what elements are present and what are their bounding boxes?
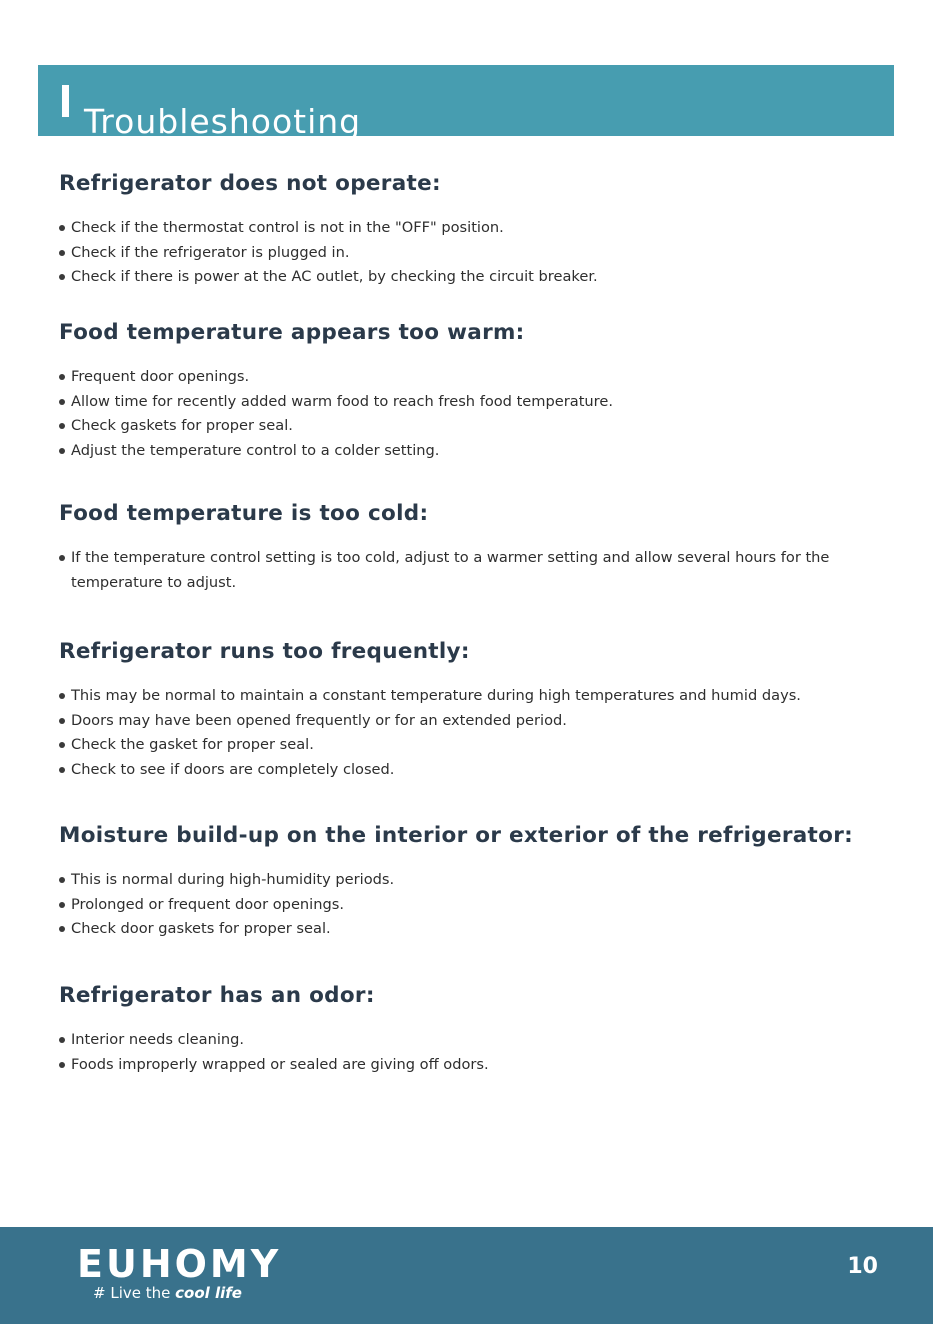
bullet-list	[59, 1028, 889, 1077]
bullet-list	[59, 216, 889, 290]
list-item-text: Check to see if doors are completely closed.	[71, 760, 395, 778]
bullet-icon	[59, 902, 65, 908]
list-item-text: If the temperature control setting is too cold, adjust to a warmer setting and allow several hours for the temperature to adjust.	[71, 549, 830, 591]
bullet-list	[59, 868, 889, 942]
list-item	[59, 390, 889, 415]
brand-tagline	[93, 1283, 242, 1303]
tagline-emphasis: cool life	[175, 1284, 242, 1302]
list-item	[59, 546, 889, 595]
list-item-text: Check if there is power at the AC outlet, by checking the circuit breaker.	[71, 268, 598, 285]
bullet-icon	[59, 1037, 65, 1043]
section-runs-frequently	[59, 638, 889, 782]
section-too-cold	[59, 500, 889, 595]
bullet-list	[59, 684, 889, 782]
list-item-text: Foods improperly wrapped or sealed are giving off odors.	[71, 1055, 489, 1073]
bullet-icon	[59, 693, 65, 699]
list-item-text: Allow time for recently added warm food to reach fresh food temperature.	[71, 392, 613, 410]
list-item-text: Doors may have been opened frequently or for an extended period.	[71, 711, 567, 729]
page-number: 10	[847, 1254, 878, 1279]
list-item-text: This is normal during high-humidity periods.	[71, 871, 395, 888]
page-title: Troubleshooting	[84, 102, 362, 142]
section-title: Refrigerator runs too frequently:	[59, 639, 470, 664]
bullet-icon	[59, 742, 65, 748]
section-title: Food temperature appears too warm:	[59, 320, 525, 345]
bullet-icon	[59, 399, 65, 405]
list-item	[59, 265, 889, 290]
page-header	[38, 65, 894, 142]
list-item-text: Check if the refrigerator is plugged in.	[71, 243, 350, 261]
bullet-list	[59, 365, 889, 463]
section-does-not-operate	[59, 170, 889, 290]
list-item-text: Prolonged or frequent door openings.	[71, 895, 344, 913]
section-title: Refrigerator has an odor:	[59, 983, 375, 1008]
bullet-list	[59, 546, 889, 595]
bullet-icon	[59, 926, 65, 932]
list-item	[59, 709, 889, 734]
list-item	[59, 733, 889, 758]
header-accent-bar	[62, 85, 69, 117]
bullet-icon	[59, 374, 65, 380]
bullet-icon	[59, 250, 65, 256]
list-item	[59, 1053, 889, 1078]
bullet-icon	[59, 423, 65, 429]
list-item	[59, 893, 889, 918]
section-too-warm	[59, 319, 889, 463]
list-item	[59, 1028, 889, 1053]
list-item	[59, 241, 889, 266]
bullet-icon	[59, 274, 65, 280]
section-title: Moisture build-up on the interior or exterior of the refrigerator:	[59, 823, 853, 848]
euhomy-logo: EUHOMY	[77, 1242, 282, 1286]
bullet-icon	[59, 225, 65, 231]
list-item-text: Check gaskets for proper seal.	[71, 417, 293, 434]
list-item	[59, 365, 889, 390]
section-title: Refrigerator does not operate:	[59, 171, 441, 196]
list-item	[59, 917, 889, 942]
list-item-text: Check door gaskets for proper seal.	[71, 920, 331, 937]
list-item	[59, 216, 889, 241]
bullet-icon	[59, 448, 65, 454]
page-footer	[0, 1227, 933, 1324]
section-title: Food temperature is too cold:	[59, 501, 429, 526]
bullet-icon	[59, 555, 65, 561]
bullet-icon	[59, 767, 65, 773]
list-item	[59, 758, 889, 783]
bullet-icon	[59, 877, 65, 883]
section-odor	[59, 982, 889, 1077]
list-item	[59, 684, 889, 709]
list-item-text: Adjust the temperature control to a colder setting.	[71, 441, 440, 459]
list-item	[59, 439, 889, 464]
list-item-text: Check the gasket for proper seal.	[71, 736, 314, 753]
list-item-text: Frequent door openings.	[71, 368, 250, 385]
list-item-text: Check if the thermostat control is not in the "OFF" position.	[71, 219, 504, 236]
list-item-text: Interior needs cleaning.	[71, 1031, 245, 1048]
bullet-icon	[59, 718, 65, 724]
section-moisture	[59, 822, 889, 942]
tagline-prefix: # Live the	[93, 1284, 176, 1302]
list-item	[59, 414, 889, 439]
bullet-icon	[59, 1062, 65, 1068]
list-item	[59, 868, 889, 893]
list-item-text: This may be normal to maintain a constant temperature during high temperatures and humid days.	[71, 687, 801, 704]
